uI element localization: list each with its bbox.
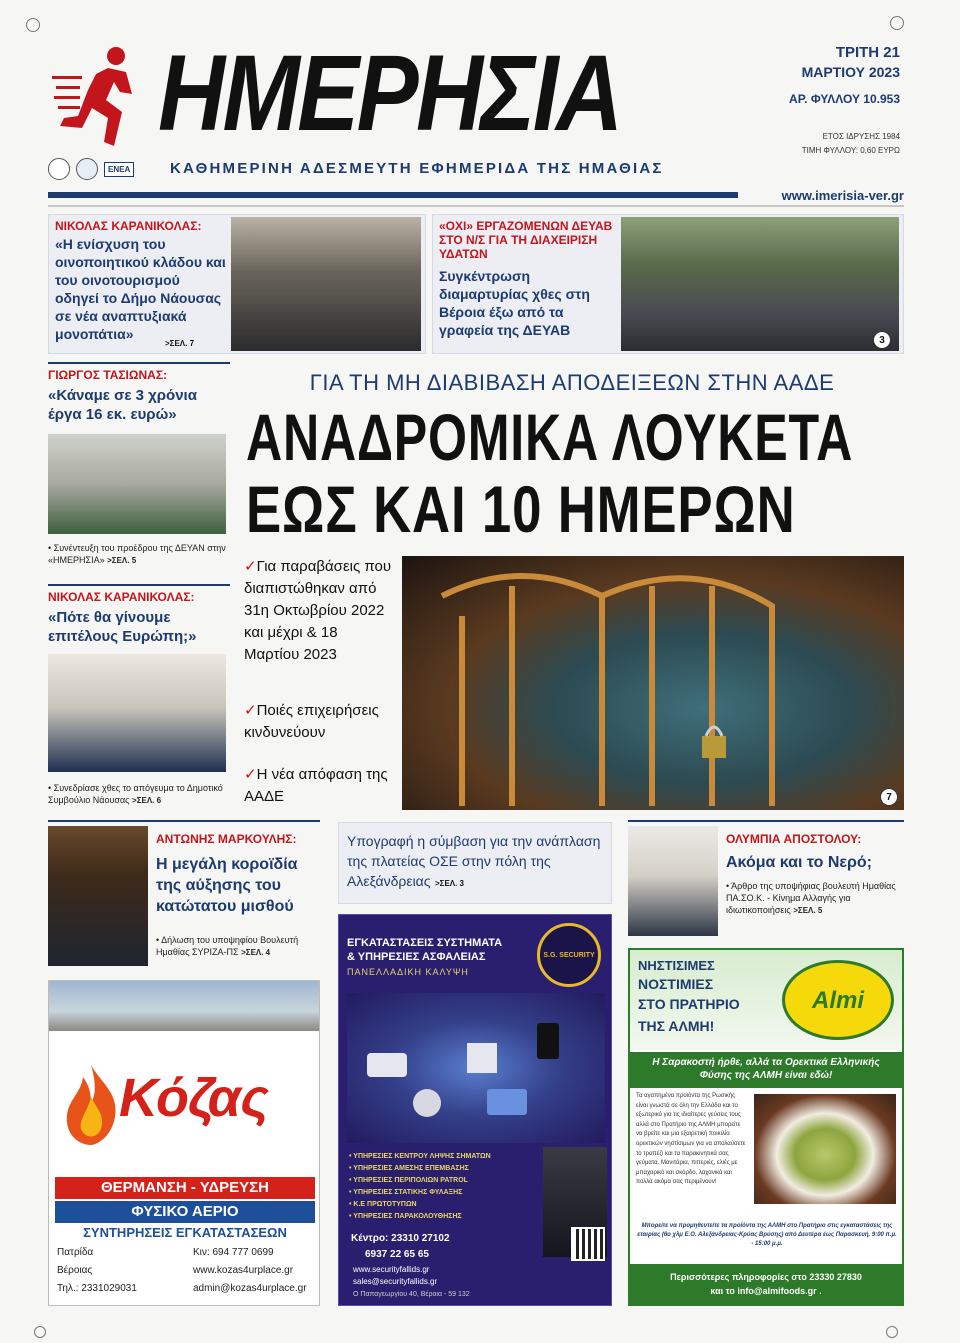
almi-logo <box>782 960 894 1040</box>
top-left-ref: >ΣΕΛ. 7 <box>165 339 195 348</box>
security-sub: ΠΑΝΕΛΛΑΔΙΚΗ ΚΑΛΥΨΗ <box>347 967 469 977</box>
security-service-item: • ΥΠΗΡΕΣΙΕΣ ΚΕΝΤΡΟΥ ΛΗΨΗΣ ΣΗΜΑΤΩΝ <box>349 1153 491 1160</box>
masthead-thin-rule <box>48 205 904 207</box>
masthead-rule <box>48 192 738 198</box>
ose-ref: >ΣΕΛ. 3 <box>434 879 465 888</box>
ad-almi[interactable] <box>628 948 904 1306</box>
markoulis-kicker: ΑΝΤΩΝΗΣ ΜΑΡΚΟΥΛΗΣ: <box>156 832 297 846</box>
issue-day: ΤΡΙΤΗ 21 <box>835 44 900 61</box>
left-rule-2 <box>48 584 230 586</box>
almi-info: Περισσότερες πληροφορίες στο 23330 27830 <box>670 1272 862 1282</box>
markoulis-ref: >ΣΕΛ. 4 <box>241 948 271 957</box>
runner-logo-icon <box>52 42 152 152</box>
apostolou-caption <box>726 880 904 917</box>
security-services <box>349 1151 549 1223</box>
almi-headline-2: ΝΟΣΤΙΜΙΕΣ <box>638 976 714 992</box>
enea-logo: ΕΝΕΑ <box>104 162 134 177</box>
lead-bullet-2 <box>244 700 394 744</box>
top-left-photo <box>231 217 421 351</box>
almi-headline-3: ΣΤΟ ΠΡΑΤΗΡΙΟ <box>638 996 740 1012</box>
kozas-addr2: Βέροιας <box>57 1265 93 1276</box>
cert-icon <box>76 158 98 180</box>
registration-mark-top-left <box>26 18 40 32</box>
lead-bullet-3 <box>244 764 394 808</box>
security-logo <box>537 923 601 987</box>
lead-photo <box>402 556 904 810</box>
almi-tagline: Η Σαρακοστή ήρθε, αλλά τα Ορεκτικά Ελληνικής Φύσης της ΑΛΜΗ είναι εδώ! <box>630 1052 902 1088</box>
karanikolas-quote[interactable]: «Πότε θα γίνουμε επιτέλους Ευρώπη;» <box>48 609 197 645</box>
security-phone-2: 6937 22 65 65 <box>365 1249 429 1260</box>
almi-food-photo <box>754 1094 896 1204</box>
lead-headline-1[interactable]: ΑΝΑΔΡΟΜΙΚΑ ΛΟΥΚΕΤΑ <box>246 400 854 474</box>
kozas-line1: ΘΕΡΜΑΝΣΗ - ΥΔΡΕΥΣΗ <box>55 1177 315 1199</box>
apostolou-headline[interactable]: Ακόμα και το Νερό; <box>726 854 872 871</box>
lead-bullet-2-text: Ποιές επιχειρήσεις κινδυνεύουν <box>244 702 379 741</box>
ose-story[interactable] <box>338 822 612 904</box>
almi-headline-1: ΝΗΣΤΙΣΙΜΕΣ <box>638 958 715 973</box>
markoulis-photo <box>48 826 148 966</box>
security-service-item: • ΥΠΗΡΕΣΙΕΣ ΠΑΡΑΚΟΛΟΥΘΗΣΗΣ <box>349 1213 462 1220</box>
check-icon: ✓ <box>244 702 257 719</box>
issue-price: ΤΙΜΗ ΦΥΛΛΟΥ: 0,60 ΕΥΡΩ <box>801 146 900 155</box>
markoulis-caption-text: • Δήλωση του υποψηφίου Βουλευτή Ημαθίας ΣΥΡΙΖΑ-ΠΣ <box>156 935 299 957</box>
tasionas-photo <box>48 434 226 534</box>
tasionas-kicker: ΓΙΩΡΓΟΣ ΤΑΣΙΩΝΑΣ: <box>48 368 168 382</box>
karanikolas-caption-text: • Συνεδρίασε χθες το απόγευμα το Δημοτικό Συμβούλιο Νάουσας <box>48 783 223 805</box>
lead-page-badge: 7 <box>880 788 898 806</box>
karanikolas-kicker: ΝΙΚΟΛΑΣ ΚΑΡΑΝΙΚΟΛΑΣ: <box>48 590 195 604</box>
almi-note: Μπορείτε να προμηθευτείτε τα προϊόντα της ΑΛΜΗ στο Πρατήριο στις εγκαταστάσεις της εταιρίας (6ο χλμ Ε.Ο. Αλεξάνδρειας-Κρύας Βρύσης) από Δευτέρα έως Παρασκευή, 9:00 π.μ. - 15:00 μ.μ. <box>637 1223 897 1247</box>
check-icon: ✓ <box>244 766 257 783</box>
founded-year: ΕΤΟΣ ΙΔΡΥΣΗΣ 1984 <box>822 132 900 141</box>
ad-security[interactable] <box>338 914 612 1306</box>
top-right-story[interactable] <box>432 214 904 354</box>
almi-body: Τα αγαπημένα προϊόντα της Ρωσικής είναι γνωστά σε όλη την Ελλάδα και το εξωτερικό για τις ιδιαίτερες γεύσεις τους αλλά στο Πρατήριο της ΑΛΜΗ μπορείτε να βρείτε και μια εξαιρετική ποικιλία ορεκτικών νηστίσιμων για να απολαύσετε το τραπέζι και τα παρακινητικά σας γεύματα. Μανιτάρια, πιπεριές, ελιές με μπαχαρικό και σκόρδο, λαχανικά και πολλά ακόμα σας περιμένουν! <box>636 1093 746 1186</box>
markoulis-headline[interactable]: Η μεγάλη κοροϊδία της αύξησης του κατώτατου μισθού <box>156 856 298 915</box>
top-right-photo <box>621 217 899 351</box>
karanikolas-ref: >ΣΕΛ. 6 <box>132 796 162 805</box>
mid-rule-left <box>48 820 320 822</box>
almi-footer <box>630 1264 902 1306</box>
apostolou-photo <box>628 826 718 936</box>
security-service-item: • Κ.Ε ΠΡΩΤΟΤΥΠΩΝ <box>349 1201 417 1208</box>
apostolou-ref: >ΣΕΛ. 5 <box>793 906 823 915</box>
tasionas-caption-text: • Συνέντευξη του προέδρου της ΔΕΥΑΝ στην «ΗΜΕΡΗΣΙΑ» <box>48 543 226 565</box>
karanikolas-photo <box>48 654 226 772</box>
lead-bullet-1-text: Για παραβάσεις που διαπιστώθηκαν από 31η Οκτωβρίου 2022 και μέχρι & 18 Μαρτίου 2023 <box>244 558 392 663</box>
registration-mark-top-right <box>890 16 904 30</box>
kozas-brand: Κόζας <box>119 1068 268 1128</box>
security-email[interactable]: sales@securityfallids.gr <box>353 1277 438 1286</box>
top-right-kicker: «ΟΧΙ» ΕΡΓΑΖΟΜΕΝΩΝ ΔΕΥΑΒ ΣΤΟ Ν/Σ ΓΙΑ ΤΗ ΔΙΑΧΕΙΡΙΣΗ ΥΔΑΤΩΝ <box>439 219 613 261</box>
issue-month-year: ΜΑΡΤΙΟΥ 2023 <box>801 64 900 80</box>
top-left-kicker: ΝΙΚΟΛΑΣ ΚΑΡΑΝΙΚΟΛΑΣ: <box>55 219 202 233</box>
seal-icon <box>48 158 70 180</box>
tasionas-caption <box>48 542 228 567</box>
lead-bullet-3-text: Η νέα απόφαση της ΑΑΔΕ <box>244 766 388 805</box>
kozas-building-photo <box>49 981 320 1031</box>
kozas-web[interactable]: www.kozas4urplace.gr <box>193 1265 294 1276</box>
security-service-item: • ΥΠΗΡΕΣΙΕΣ ΑΜΕΣΗΣ ΕΠΕΜΒΑΣΗΣ <box>349 1165 469 1172</box>
registration-mark-bottom-left <box>34 1326 46 1338</box>
security-title-1: ΕΓΚΑΤΑΣΤΑΣΕΙΣ ΣΥΣΤΗΜΑΤΑ <box>347 937 503 949</box>
left-rule-1 <box>48 362 230 364</box>
security-web[interactable]: www.securityfallids.gr <box>353 1265 430 1274</box>
ose-text: Υπογραφή η σύμβαση για την ανάπλαση της πλατείας ΟΣΕ στην πόλη της Αλεξάνδρειας <box>347 833 601 889</box>
registration-mark-bottom-right <box>886 1326 898 1338</box>
website-link[interactable]: www.imerisia-ver.gr <box>781 188 904 203</box>
lead-headline-2[interactable]: ΕΩΣ ΚΑΙ 10 ΗΜΕΡΩΝ <box>246 472 796 546</box>
security-logo-text: S.G. SECURITY <box>543 952 595 959</box>
almi-email[interactable]: και το info@almifoods.gr . <box>710 1286 822 1296</box>
masthead-title: ΗΜΕΡΗΣΙΑ <box>158 32 621 153</box>
kozas-line3: ΣΥΝΤΗΡΗΣΕΙΣ ΕΓΚΑΤΑΣΤΑΣΕΩΝ <box>83 1225 287 1240</box>
check-icon: ✓ <box>244 558 257 575</box>
markoulis-caption <box>156 934 320 959</box>
tasionas-quote[interactable]: «Κάναμε σε 3 χρόνια έργα 16 εκ. ευρώ» <box>48 387 197 423</box>
kozas-line2: ΦΥΣΙΚΟ ΑΕΡΙΟ <box>55 1201 315 1223</box>
kozas-mobile: Κιν: 694 777 0699 <box>193 1247 274 1258</box>
ad-kozas[interactable] <box>48 980 320 1306</box>
chairs-illustration <box>402 556 904 810</box>
masthead-subtitle: ΚΑΘΗΜΕΡΙΝΗ ΑΔΕΣΜΕΥΤΗ ΕΦΗΜΕΡΙΔΑ ΤΗΣ ΗΜΑΘΙΑΣ <box>170 160 664 177</box>
qr-code-icon <box>571 1227 605 1261</box>
almi-headline-4: ΤΗΣ ΑΛΜΗ! <box>638 1018 715 1034</box>
top-left-story[interactable] <box>48 214 426 354</box>
tasionas-ref: >ΣΕΛ. 5 <box>107 556 137 565</box>
partner-logos <box>48 156 148 182</box>
top-left-quote: «Η ενίσχυση του οινοποιητικού κλάδου και του οινοτουρισμού οδηγεί το Δήμο Νάουσας σε νέα αναπτυξιακά μονοπάτια» <box>55 236 226 342</box>
security-service-item: • ΥΠΗΡΕΣΙΕΣ ΠΕΡΙΠΟΛΙΩΝ PATROL <box>349 1177 468 1184</box>
karanikolas-caption <box>48 782 230 807</box>
almi-logo-text: Almi <box>811 987 864 1014</box>
kozas-phone: Τηλ.: 2331029031 <box>57 1283 137 1294</box>
apostolou-kicker: ΟΛΥΜΠΙΑ ΑΠΟΣΤΟΛΟΥ: <box>726 832 862 846</box>
mid-rule-right <box>628 820 904 822</box>
security-phone-1: Κέντρο: 23310 27102 <box>351 1233 450 1244</box>
kozas-addr1: Πατρίδα <box>57 1247 94 1258</box>
security-service-item: • ΥΠΗΡΕΣΙΕΣ ΣΤΑΤΙΚΗΣ ΦΥΛΑΞΗΣ <box>349 1189 463 1196</box>
security-title-2: & ΥΠΗΡΕΣΙΕΣ ΑΣΦΑΛΕΙΑΣ <box>347 951 486 963</box>
top-right-body: Συγκέντρωση διαμαρτυρίας χθες στη Βέροια έξω από τα γραφεία της ΔΕΥΑΒ <box>439 268 590 338</box>
lead-bullet-1 <box>244 556 394 666</box>
top-right-page-badge: 3 <box>873 331 891 349</box>
kozas-email[interactable]: admin@kozas4urplace.gr <box>193 1283 307 1294</box>
security-devices-photo <box>347 993 605 1143</box>
security-address: Ο Παπαγεωργίου 40, Βέροια - 59 132 <box>353 1291 470 1298</box>
almi-header <box>630 950 902 1050</box>
apostolou-caption-text: • Άρθρο της υποψήφιας βουλευτή Ημαθίας ΠΑ.ΣΟ.Κ. - Κίνημα Αλλαγής για ιδιωτικοποιήσεις <box>726 881 896 915</box>
flame-icon <box>61 1063 121 1147</box>
lead-kicker: ΓΙΑ ΤΗ ΜΗ ΔΙΑΒΙΒΑΣΗ ΑΠΟΔΕΙΞΕΩΝ ΣΤΗΝ ΑΑΔΕ <box>309 370 835 395</box>
issue-number: ΑΡ. ΦΥΛΛΟΥ 10.953 <box>789 92 900 106</box>
